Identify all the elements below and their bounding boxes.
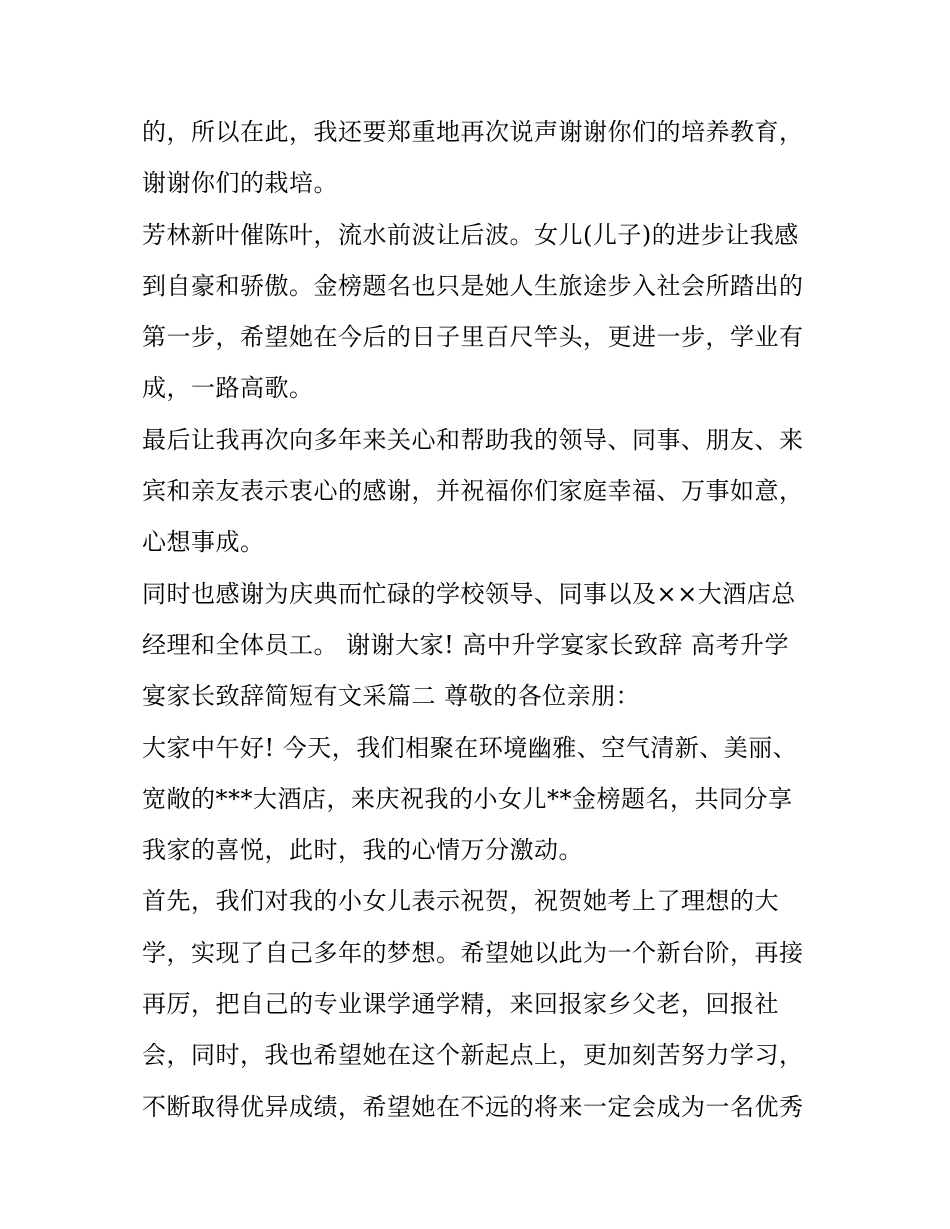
text-line: 第一步，希望她在今后的日子里百尺竿头，更进一步，学业有	[142, 323, 804, 352]
text-line: 芳林新叶催陈叶，流水前波让后波。女儿(儿子)的进步让我感	[142, 220, 799, 249]
text-line: 的，所以在此，我还要郑重地再次说声谢谢你们的培养教育，	[142, 118, 804, 146]
text-line: 大家中午好! 今天，我们相聚在环境幽雅、空气清新、美丽、	[142, 733, 798, 762]
text-line: 再厉，把自己的专业课学通学精，来回报家乡父老，回报社	[142, 990, 779, 1019]
text-line: 我家的喜悦，此时，我的心情万分激动。	[142, 836, 583, 865]
text-line: 心想事成。	[142, 528, 265, 557]
text-line: 不断取得优异成绩，希望她在不远的将来一定会成为一名优秀	[142, 1092, 804, 1121]
text-line: 宴家长致辞简短有文采篇二 尊敬的各位亲朋：	[142, 682, 641, 711]
text-line: 学，实现了自己多年的梦想。希望她以此为一个新台阶，再接	[142, 938, 804, 967]
text-line: 成，一路高歌。	[142, 374, 314, 403]
text-line: 宾和亲友表示衷心的感谢，并祝福你们家庭幸福、万事如意，	[142, 477, 804, 506]
document-body	[142, 107, 822, 1133]
text-line: 最后让我再次向多年来关心和帮助我的领导、同事、朋友、来	[142, 425, 804, 454]
text-line: 首先，我们对我的小女儿表示祝贺，祝贺她考上了理想的大	[142, 887, 779, 916]
text-line: 会，同时，我也希望她在这个新起点上，更加刻苦努力学习，	[142, 1041, 804, 1070]
text-line: 到自豪和骄傲。金榜题名也只是她人生旅途步入社会所踏出的	[142, 271, 804, 300]
text-line: 宽敞的***大酒店，来庆祝我的小女儿**金榜题名，共同分享	[142, 784, 793, 813]
text-line: 经理和全体员工。 谢谢大家! 高中升学宴家长致辞 高考升学	[142, 630, 790, 659]
text-line: 谢谢你们的栽培。	[142, 169, 338, 198]
text-line: 同时也感谢为庆典而忙碌的学校领导、同事以及××大酒店总	[142, 579, 796, 608]
